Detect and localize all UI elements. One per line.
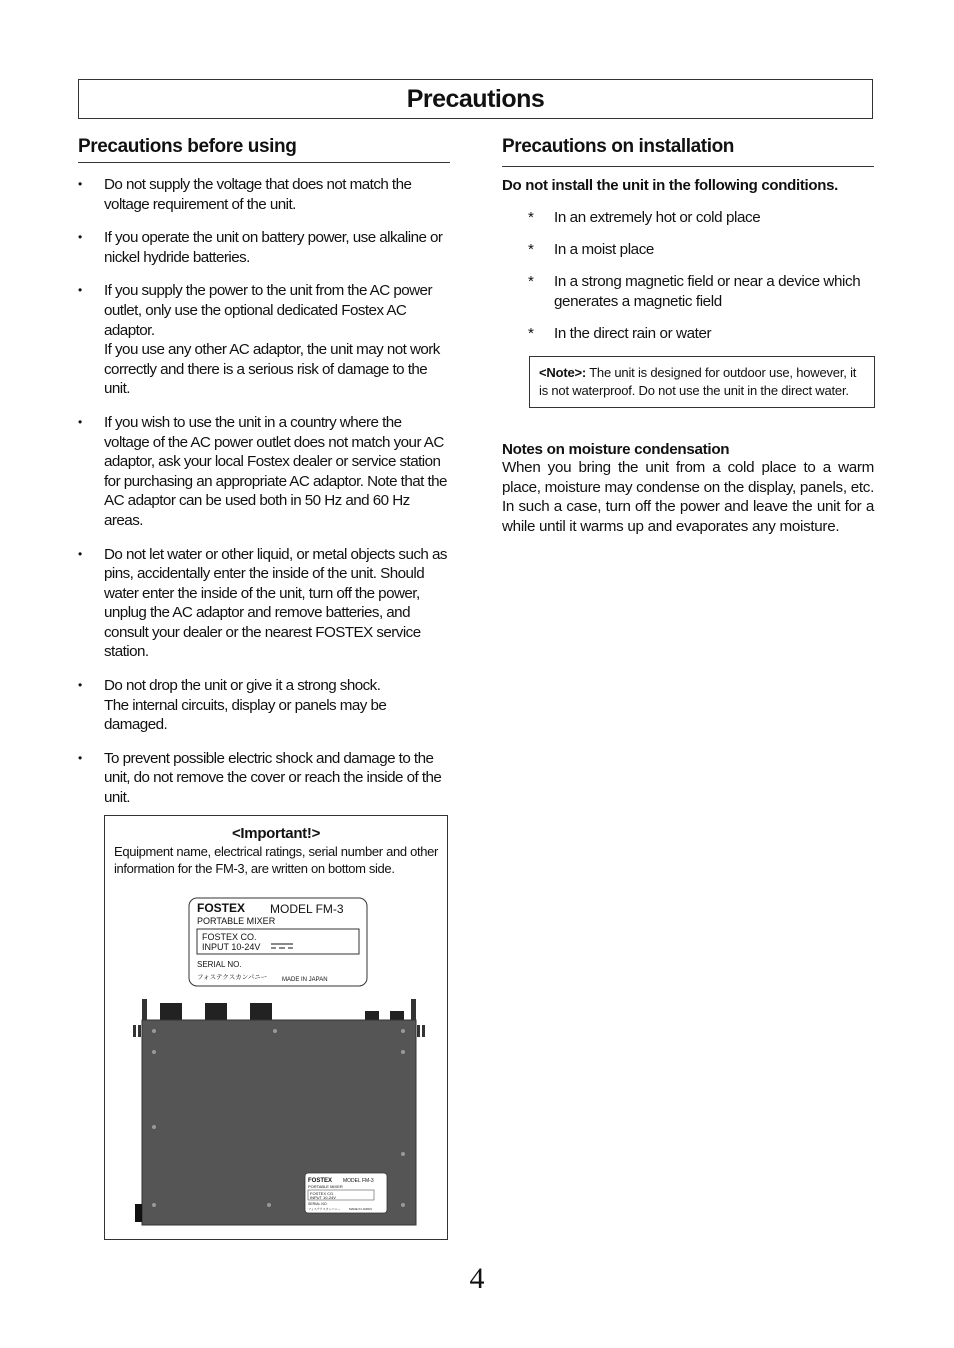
installation-condition [502,208,874,228]
mini-label-product: PORTABLE MIXER [308,1184,343,1189]
note-box [529,356,875,408]
section-heading-installation: Precautions on installation [502,136,874,167]
important-title: <Important!> [231,825,321,842]
precaution-item [78,175,450,214]
precaution-item [78,545,450,663]
label-maker: FOSTEX CO. [202,932,257,942]
star-mark: * [528,273,534,290]
moisture-text: When you bring the unit from a cold place to a warm place, moisture may condense on the display, panels, etc. In such a case, turn off the power and leave the unit for a while until it warms up and evaporates any moisture. [502,459,874,535]
label-model: MODEL FM-3 [270,902,344,916]
installation-intro: Do not install the unit in the following conditions. [502,177,839,194]
label-plate-illustration [105,896,449,1006]
label-katakana: フォステクスカンパニー [197,973,268,981]
precaution-text: Do not let water or other liquid, or metal objects such as pins, accidentally enter the inside of the unit. Should water enter the inside of the unit, turn off the power, unplug the AC adaptor and remove batteries, and consult your dealer or the nearest FOSTEX service station. [104,545,447,661]
precaution-text: To prevent possible electric shock and damage to the unit, do not remove the cover or reach the inside of the unit. [104,749,442,807]
mini-label-maker: FOSTEX CO. [310,1191,335,1196]
note-label: <Note>: [539,365,587,380]
mini-label-serial: SERIAL NO. [308,1202,328,1206]
precaution-text: If you supply the power to the unit from the AC power outlet, only use the optional dedicated Fostex AC adaptor. [104,282,432,339]
installation-condition [502,272,874,312]
label-serial: SERIAL NO. [197,960,242,969]
page-title: Precautions [406,84,545,113]
bullet-mark: • [78,678,82,693]
title-box [78,79,873,119]
precaution-text: The internal circuits, display or panels may be damaged. [104,696,387,734]
label-brand: FOSTEX [197,901,246,915]
device-bottom-illustration [105,999,449,1234]
mini-label-made-in: MADE IN JAPAN [349,1207,372,1211]
condition-text: In a moist place [554,241,654,258]
section-heading-before-using: Precautions before using [78,136,450,163]
star-mark: * [528,325,534,342]
star-mark: * [528,241,534,258]
important-text: Equipment name, electrical ratings, serial number and other information for the FM-3, are written on bottom side. [114,844,438,876]
precaution-item [78,749,450,808]
important-box [104,815,448,1240]
bullet-mark: • [78,230,82,245]
condition-text: In an extremely hot or cold place [554,209,761,226]
precaution-text: If you operate the unit on battery power, use alkaline or nickel hydride batteries. [104,229,443,266]
right-column [502,136,874,536]
condition-text: In the direct rain or water [554,325,712,342]
precaution-text: Do not drop the unit or give it a strong shock. [104,677,381,695]
condition-text: In a strong magnetic field or near a device which generates a magnetic field [554,273,861,310]
installation-condition [502,324,874,344]
bullet-mark: • [78,414,82,429]
label-made-in: MADE IN JAPAN [282,977,328,983]
star-mark: * [528,209,534,226]
label-product: PORTABLE MIXER [197,916,276,926]
bullet-mark: • [78,750,82,765]
precaution-item [78,228,450,267]
moisture-title: Notes on moisture condensation [502,441,730,458]
precaution-text: Do not supply the voltage that does not match the voltage requirement of the unit. [104,176,412,213]
precaution-item [78,676,450,735]
left-column [78,136,450,1211]
installation-conditions-list [502,208,874,344]
precaution-text: If you use any other AC adaptor, the unit may not work correctly and there is a serious risk of damage to the unit. [104,341,440,398]
bullet-mark: • [78,546,82,561]
precaution-item [78,413,450,531]
bullet-mark: • [78,177,82,191]
bullet-mark: • [78,283,82,298]
note-text: The unit is designed for outdoor use, however, it is not waterproof. Do not use the unit in the direct water. [539,365,857,398]
precaution-text: If you wish to use the unit in a country where the voltage of the AC power outlet does not match your AC adaptor, ask your local Fostex dealer or service station for purchasing an appropriate AC adaptor. Note that the AC adaptor can be used both in 50 Hz and 60 Hz areas. [104,413,447,529]
mini-label-model: MODEL FM-3 [343,1178,374,1184]
page-number: 4 [469,1262,485,1295]
precaution-item [78,281,450,399]
mini-label-input: INPUT 10-24V [310,1195,336,1200]
mini-label-katakana: フォステクスカンパニー [308,1207,341,1211]
mini-label-brand: FOSTEX [308,1178,333,1184]
label-input: INPUT 10-24V [202,942,261,952]
precautions-list [78,175,450,808]
installation-condition [502,240,874,260]
